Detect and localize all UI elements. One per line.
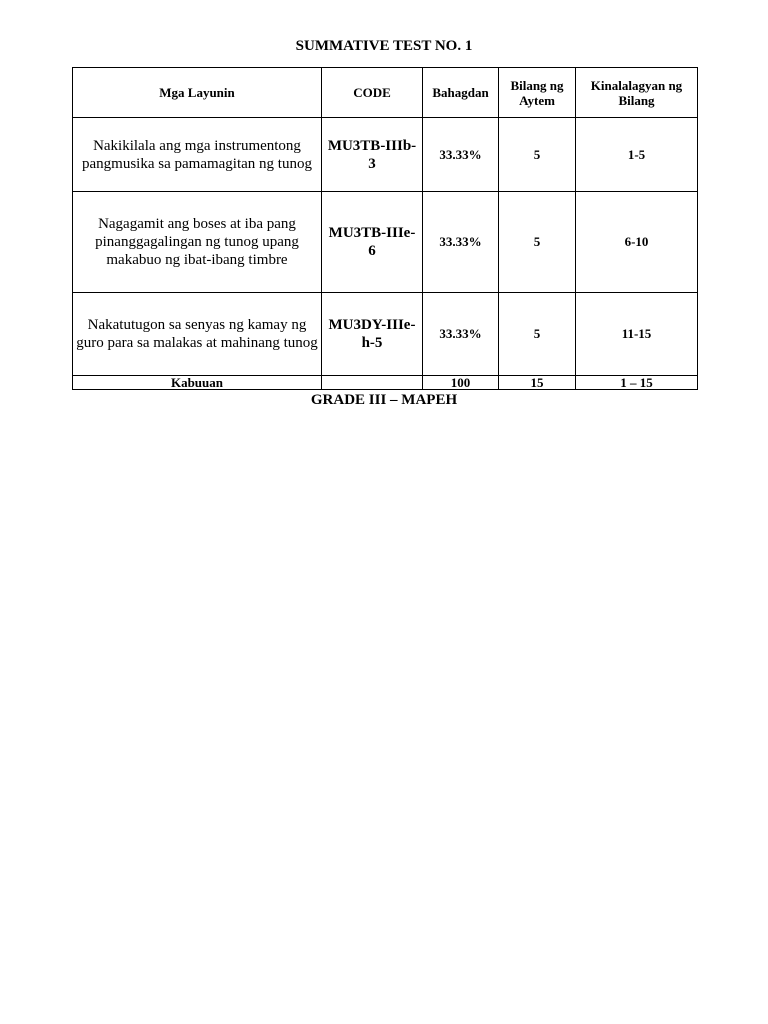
items-cell: 5	[499, 293, 576, 376]
total-label: Kabuuan	[73, 376, 322, 390]
header-code: CODE	[322, 68, 423, 118]
items-cell: 5	[499, 118, 576, 192]
grade-subject-label: GRADE III – MAPEH	[310, 392, 458, 408]
header-percentage: Bahagdan	[423, 68, 499, 118]
table-row	[73, 293, 698, 376]
percent-cell: 33.33%	[423, 293, 499, 376]
code-cell: MU3TB-IIIb-3	[322, 118, 423, 192]
percent-cell: 33.33%	[423, 192, 499, 293]
total-placement: 1 – 15	[576, 376, 698, 390]
total-items: 15	[499, 376, 576, 390]
table-row	[73, 118, 698, 192]
total-row	[73, 376, 698, 390]
header-objectives: Mga Layunin	[73, 68, 322, 118]
total-percent: 100	[423, 376, 499, 390]
objective-cell: Nakikilala ang mga instrumentong pangmusika sa pamamagitan ng tunog	[73, 118, 322, 192]
placement-cell: 6-10	[576, 192, 698, 293]
table-header-row	[73, 68, 698, 118]
document-title: SUMMATIVE TEST NO. 1	[295, 38, 473, 54]
header-item-placement: Kinalalagyan ng Bilang	[576, 68, 698, 118]
table-row	[73, 192, 698, 293]
test-specification-table	[72, 67, 698, 390]
objective-cell: Nakatutugon sa senyas ng kamay ng guro para sa malakas at mahinang tunog	[73, 293, 322, 376]
total-code	[322, 376, 423, 390]
items-cell: 5	[499, 192, 576, 293]
placement-cell: 11-15	[576, 293, 698, 376]
code-cell: MU3TB-IIIe-6	[322, 192, 423, 293]
objective-cell: Nagagamit ang boses at iba pang pinanggagalingan ng tunog upang makabuo ng ibat-ibang timbre	[73, 192, 322, 293]
percent-cell: 33.33%	[423, 118, 499, 192]
placement-cell: 1-5	[576, 118, 698, 192]
header-item-count: Bilang ng Aytem	[499, 68, 576, 118]
code-cell: MU3DY-IIIe-h-5	[322, 293, 423, 376]
